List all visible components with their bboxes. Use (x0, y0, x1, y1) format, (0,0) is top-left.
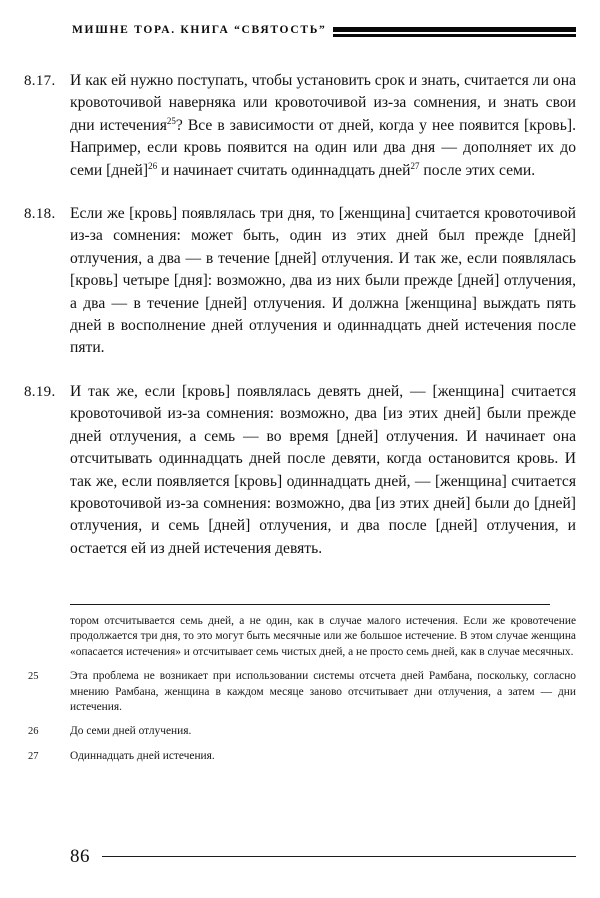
footnote-ref-27[interactable]: 27 (410, 160, 420, 171)
footnote-text: До семи дней отлучения. (70, 725, 192, 738)
footnote-text: Эта проблема не возникает при использовании системы отсчета дней Рамбана, поскольку, согласно мнению Рамбана, женщина в каждом месяце заново отсчитывает дни отлучения, а затем — дни истечения. (70, 670, 576, 714)
running-header-title: МИШНЕ ТОРА. КНИГА “СВЯТОСТЬ” (72, 24, 327, 36)
page-number: 86 (70, 846, 90, 867)
body-text-block (24, 70, 576, 581)
section-text-run: Если же [кровь] появлялась три дня, то [женщина] считается кровоточивой из-за сомнения: может быть, один из этих дней был прежде [дней] отлучения, а два — в течение [дней] отлучения. И так же, если появлялась [кровь] четыре [дня]: возможно, два из них были прежде [дней] отлучения, а два — в течение [дней] отлучения. И должна [женщина] выждать пять дней в восполнение дней отлучения и одиннадцать дней истечения после пяти. (70, 205, 576, 357)
folio-rule (102, 856, 576, 857)
section-paragraph (24, 70, 576, 182)
section-paragraph (24, 381, 576, 560)
page-folio (24, 846, 576, 868)
footnote-marker: 26 (28, 726, 39, 738)
running-header (72, 24, 576, 36)
section-text-run: И как ей нужно поступать, чтобы установить срок и знать, считается ли она кровоточивой наверняка или кровоточивой из-за сомнения, и знать свои дни истечения (70, 72, 576, 134)
footnote-continuation: тором отсчитывается семь дней, а не один, как в случае малого истечения. Если же кровотечение продолжается три дня, то это могут быть месячные или же большое истечение. В этом случае женщина «опасается истечения» и отсчитывает семь чистых дней, а не просто семь дней, как в случае месячных. (70, 615, 576, 658)
section-body (70, 70, 576, 182)
footnote-area (24, 604, 576, 764)
footnote-ref-25[interactable]: 25 (166, 115, 176, 126)
footnote-marker: 25 (28, 671, 39, 683)
section-number: 8.18. (24, 206, 56, 223)
section-number: 8.19. (24, 383, 56, 400)
header-rule (333, 27, 576, 34)
footnote-entry (24, 724, 576, 739)
footnote-entry (24, 669, 576, 715)
section-paragraph (24, 203, 576, 360)
section-text-run: после этих семи. (419, 161, 536, 179)
section-body (70, 203, 576, 360)
section-number: 8.17. (24, 73, 56, 89)
section-text-run: и начинает считать одиннадцать дней (157, 161, 411, 179)
footnote-ref-26[interactable]: 26 (148, 160, 158, 171)
section-body (70, 381, 576, 560)
section-text-run: И так же, если [кровь] появлялась девять дней, — [женщина] считается кровоточивой из-за сомнения: возможно, два [из этих дней] были прежде дней отлучения, а семь — во время [дней] отлучения. И начинает она отсчитывать одиннадцать дней после девяти, когда остановится кровь. И так же, если появляется [кровь] одиннадцать дней, — [женщина] считается кровоточивой из-за сомнения: возможно, два [из этих дней] были до [дней] отлучения, и семь [дней] отлучения, и два после [дней] отлучения, и остается ей из дней истечения девять. (70, 382, 576, 557)
footnote-separator-rule (70, 604, 550, 605)
footnote-marker: 27 (28, 750, 39, 762)
footnote-entry (24, 749, 576, 764)
footnote-text: Одиннадцать дней истечения. (70, 749, 215, 762)
section-text-run: ? Все в зависимости от дней, когда у нее появится [кровь]. Например, если кровь появится на один или два дня — дополняет их до семи [дней] (70, 116, 576, 179)
